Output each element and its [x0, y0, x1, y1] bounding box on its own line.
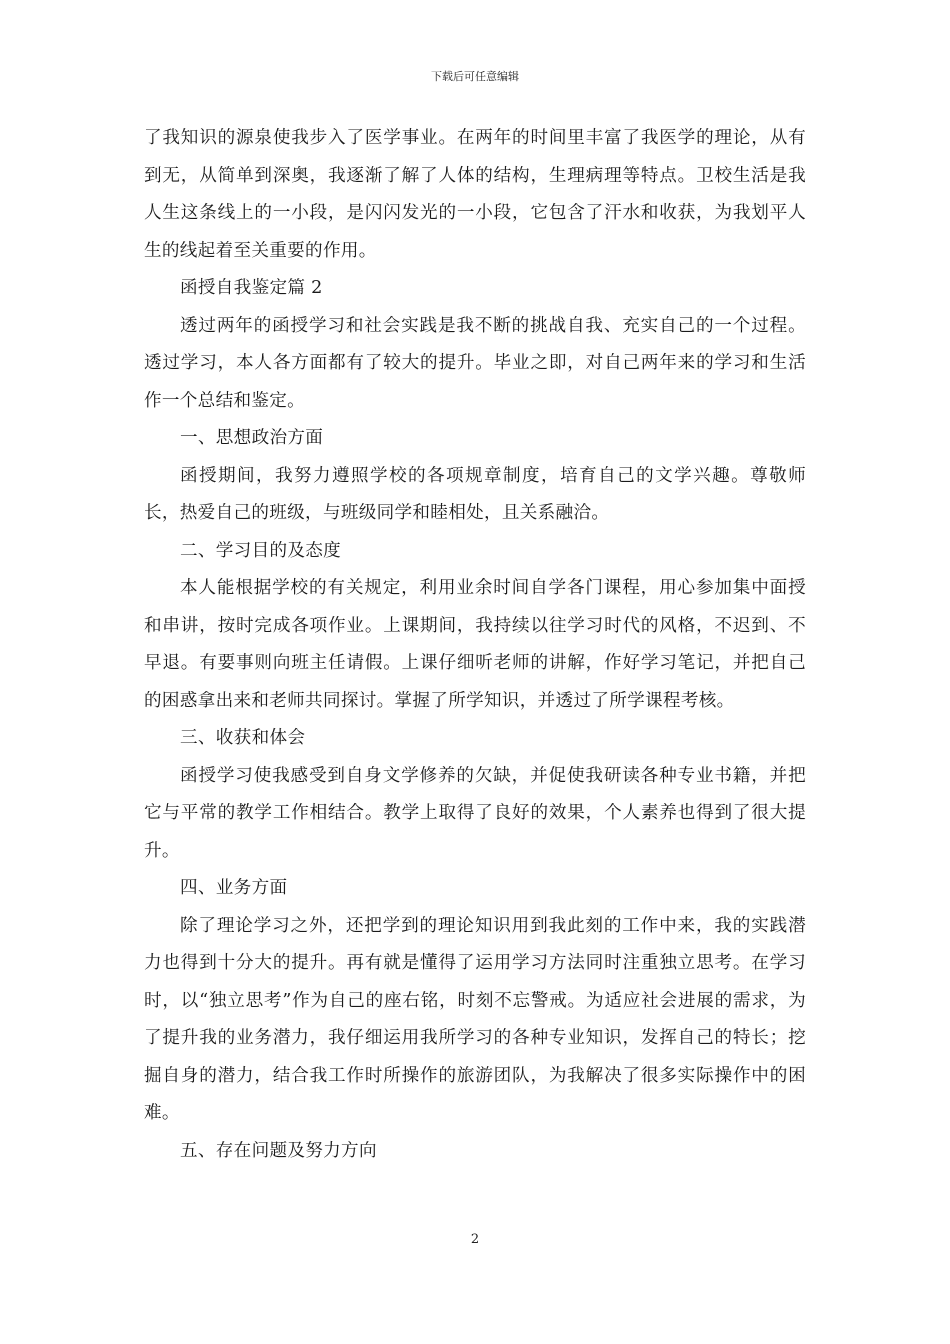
section-heading: 二、学习目的及态度: [180, 540, 342, 561]
section-heading: 五、存在问题及努力方向: [180, 1140, 377, 1161]
section-heading: 一、思想政治方面: [180, 428, 324, 448]
paragraph-continuation: 了我知识的源泉使我步入了医学事业。在两年的时间里丰富了我医学的理论，从有到无，从简单到深奥，我逐渐了解了人体的结构，生理病理等特点。卫校生活是我人生这条线上的一小段，是闪闪发光的一小段，它包含了汗水和收获，为我划平人生的线起着至关重要的作用。: [144, 128, 806, 261]
section-title: 函授自我鉴定篇 2: [180, 278, 323, 298]
section-heading: 三、收获和体会: [180, 728, 306, 748]
page-number: 2: [470, 1232, 480, 1247]
document-body: [144, 120, 806, 1170]
paragraph: 除了理论学习之外，还把学到的理论知识用到我此刻的工作中来，我的实践潜力也得到十分大的提升。再有就是懂得了运用学习方法同时注重独立思考。在学习时，以“独立思考”作为自己的座右铭，时刻不忘警戒。为适应社会进展的需求，为了提升我的业务潜力，我仔细运用我所学习的各种专业知识，发挥自己的特长；挖掘自身的潜力，结合我工作时所操作的旅游团队，为我解决了很多实际操作中的困难。: [144, 915, 806, 1123]
paragraph: 本人能根据学校的有关规定，利用业余时间自学各门课程，用心参加集中面授和串讲，按时完成各项作业。上课期间，我持续以往学习时代的风格，不迟到、不早退。有要事则向班主任请假。上课仔细听老师的讲解，作好学习笔记，并把自己的困惑拿出来和老师共同探讨。掌握了所学知识，并透过了所学课程考核。: [144, 578, 806, 711]
paragraph: 函授期间，我努力遵照学校的各项规章制度，培育自己的文学兴趣。尊敬师长，热爱自己的班级，与班级同学和睦相处，且关系融洽。: [144, 465, 806, 523]
section-heading: 四、业务方面: [180, 878, 288, 898]
page-header: 下载后可任意编辑: [431, 70, 519, 83]
paragraph: 透过两年的函授学习和社会实践是我不断的挑战自我、充实自己的一个过程。透过学习，本人各方面都有了较大的提升。毕业之即，对自己两年来的学习和生活作一个总结和鉴定。: [144, 315, 806, 411]
paragraph: 函授学习使我感受到自身文学修养的欠缺，并促使我研读各种专业书籍，并把它与平常的教学工作相结合。教学上取得了良好的效果，个人素养也得到了很大提升。: [144, 765, 806, 861]
